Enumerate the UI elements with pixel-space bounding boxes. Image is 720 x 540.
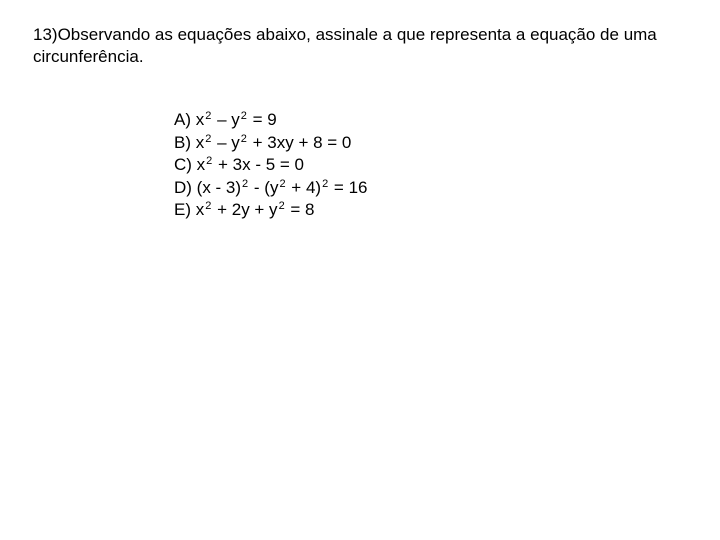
- exponent: 2: [240, 110, 247, 122]
- exponent: 2: [242, 177, 249, 190]
- exponent: 2: [278, 200, 285, 212]
- option-text: – y: [212, 110, 240, 129]
- exponent: 2: [322, 177, 329, 190]
- answer-options-list: [174, 109, 368, 222]
- option-a: [174, 109, 368, 132]
- exponent: 2: [205, 110, 212, 122]
- option-b: [174, 132, 368, 155]
- exponent: 2: [206, 155, 213, 167]
- option-text: A) x: [174, 110, 205, 129]
- option-e: [174, 199, 368, 222]
- option-text: C) x: [174, 155, 206, 174]
- option-text: = 9: [247, 110, 277, 129]
- option-text: + 4): [286, 177, 322, 197]
- option-text: B) x: [174, 132, 205, 152]
- exponent: 2: [240, 132, 247, 145]
- option-text: D) (x - 3): [174, 177, 242, 197]
- option-text: + 2y + y: [212, 200, 278, 219]
- option-text: - (y: [249, 177, 279, 197]
- option-text: + 3x - 5 = 0: [213, 155, 305, 174]
- option-text: + 3xy + 8 = 0: [247, 132, 352, 152]
- exponent: 2: [205, 200, 212, 212]
- option-c: [174, 154, 368, 177]
- option-d: [174, 177, 368, 200]
- option-text: = 8: [285, 200, 315, 219]
- option-text: E) x: [174, 200, 205, 219]
- option-text: – y: [212, 132, 240, 152]
- question-text: 13)Observando as equações abaixo, assinale a que representa a equação de uma circunferência.: [33, 25, 657, 66]
- option-text: = 16: [329, 177, 368, 197]
- exponent: 2: [205, 132, 212, 145]
- exponent: 2: [279, 177, 286, 190]
